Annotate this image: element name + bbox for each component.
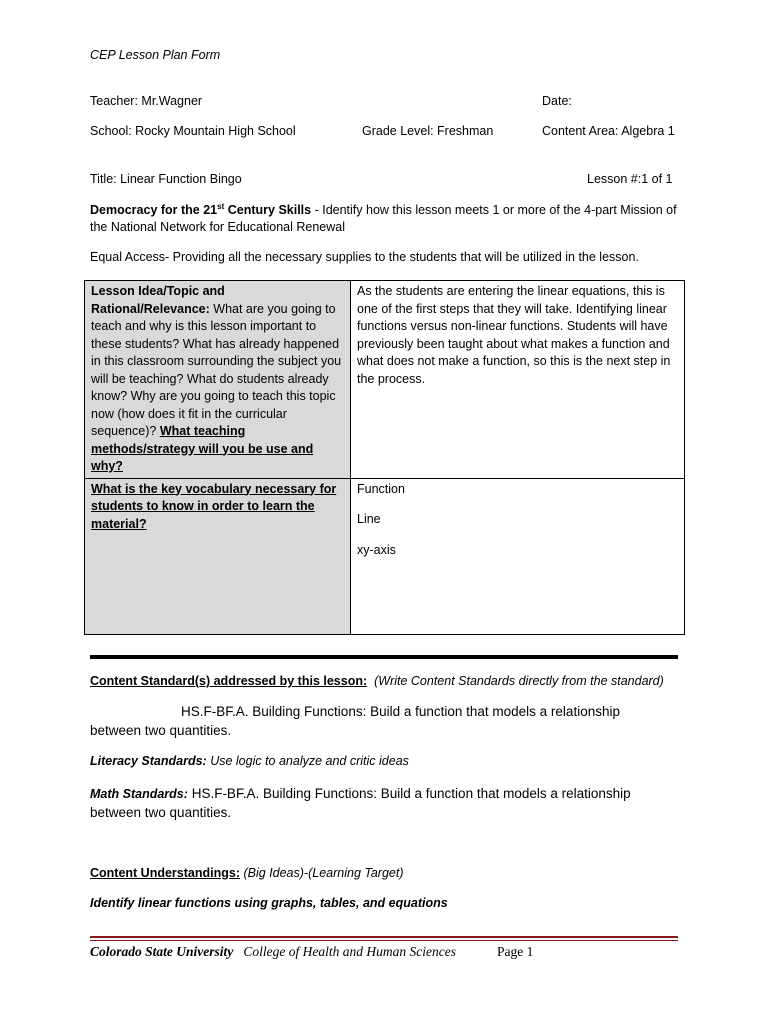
understandings-note: (Big Ideas)-(Learning Target) — [240, 866, 404, 880]
idea-question-cell — [85, 281, 351, 479]
literacy-label: Literacy Standards: — [90, 754, 207, 768]
math-standard-line — [90, 786, 631, 801]
section-divider — [90, 655, 678, 659]
idea-answer-cell — [351, 281, 685, 479]
date-field: Date: — [542, 94, 572, 108]
teacher-field: Teacher: Mr.Wagner — [90, 94, 203, 108]
literacy-standard-line — [90, 754, 409, 768]
vocab-answer-cell — [351, 478, 685, 634]
democracy-text-line2: the National Network for Educational Renewal — [90, 220, 345, 234]
table-row-idea — [85, 281, 685, 479]
democracy-heading-pre: Democracy for the 21 — [90, 203, 218, 217]
footer-university: Colorado State University — [90, 944, 234, 959]
content-standard-label: Content Standard(s) addressed by this lesson: — [90, 674, 368, 688]
content-standard-text-line1: HS.F-BF.A. Building Functions: Build a function that models a relationship — [181, 704, 620, 719]
idea-question: What are you going to teach and why is this lesson important to these students? What has already happened in this classroom surrounding the subject you will be teaching? What do students already know? Why are you going to teach this topic now (how does it fit in the curricular sequence)? — [91, 301, 342, 438]
democracy-heading — [90, 203, 311, 217]
lesson-number: Lesson #:1 of 1 — [587, 172, 673, 186]
footer-rule — [90, 936, 678, 938]
math-label: Math Standards: — [90, 787, 188, 801]
content-standard-line — [90, 674, 664, 688]
learning-target: Identify linear functions using graphs, tables, and equations — [90, 896, 448, 910]
vocab-item: Function — [357, 481, 405, 496]
vocab-question: What is the key vocabulary necessary for students to know in order to learn the material? — [91, 481, 337, 531]
table-row-vocab — [85, 478, 685, 634]
equal-access-text: Equal Access- Providing all the necessary supplies to the students that will be utilized in the lesson. — [90, 250, 639, 264]
math-text-line2: between two quantities. — [90, 805, 232, 820]
school-field: School: Rocky Mountain High School — [90, 124, 296, 138]
footer-college: College of Health and Human Sciences — [243, 944, 456, 959]
understandings-label: Content Understandings: — [90, 866, 240, 880]
vocab-item: Line — [357, 512, 381, 526]
understandings-line — [90, 866, 404, 880]
content-standard-note: (Write Content Standards directly from the standard) — [374, 674, 664, 688]
content-area-field: Content Area: Algebra 1 — [542, 124, 675, 138]
democracy-line1 — [90, 203, 677, 217]
grade-level-field: Grade Level: Freshman — [362, 124, 494, 138]
math-text-line1: HS.F-BF.A. Building Functions: Build a function that models a relationship — [187, 786, 631, 801]
idea-answer: As the students are entering the linear equations, this is one of the first steps that they will take. Identifying linear functions versus non-linear functions. Students will have previously been taught about what makes a function and what does not make a function, so this is the next step in the process. — [357, 284, 671, 386]
content-standard-text-line2: between two quantities. — [90, 723, 232, 738]
idea-heading: Lesson Idea/Topic and Rational/Relevance: — [91, 284, 225, 316]
lesson-title: Title: Linear Function Bingo — [90, 172, 242, 186]
footer-page-number: Page 1 — [497, 944, 534, 959]
vocab-question-cell — [85, 478, 351, 634]
lesson-plan-table — [84, 280, 685, 635]
democracy-heading-post: Century Skills — [224, 203, 312, 217]
idea-question-bold: What teaching methods/strategy will you be use and why? — [91, 424, 314, 473]
form-title: CEP Lesson Plan Form — [90, 48, 221, 62]
literacy-text: Use logic to analyze and critic ideas — [206, 754, 409, 768]
vocab-item: xy-axis — [357, 542, 396, 557]
footer-rule-thin — [90, 940, 678, 941]
democracy-heading-sup: st — [217, 202, 225, 211]
democracy-text-line1: - Identify how this lesson meets 1 or more of the 4-part Mission of — [311, 203, 677, 217]
footer — [90, 944, 456, 960]
